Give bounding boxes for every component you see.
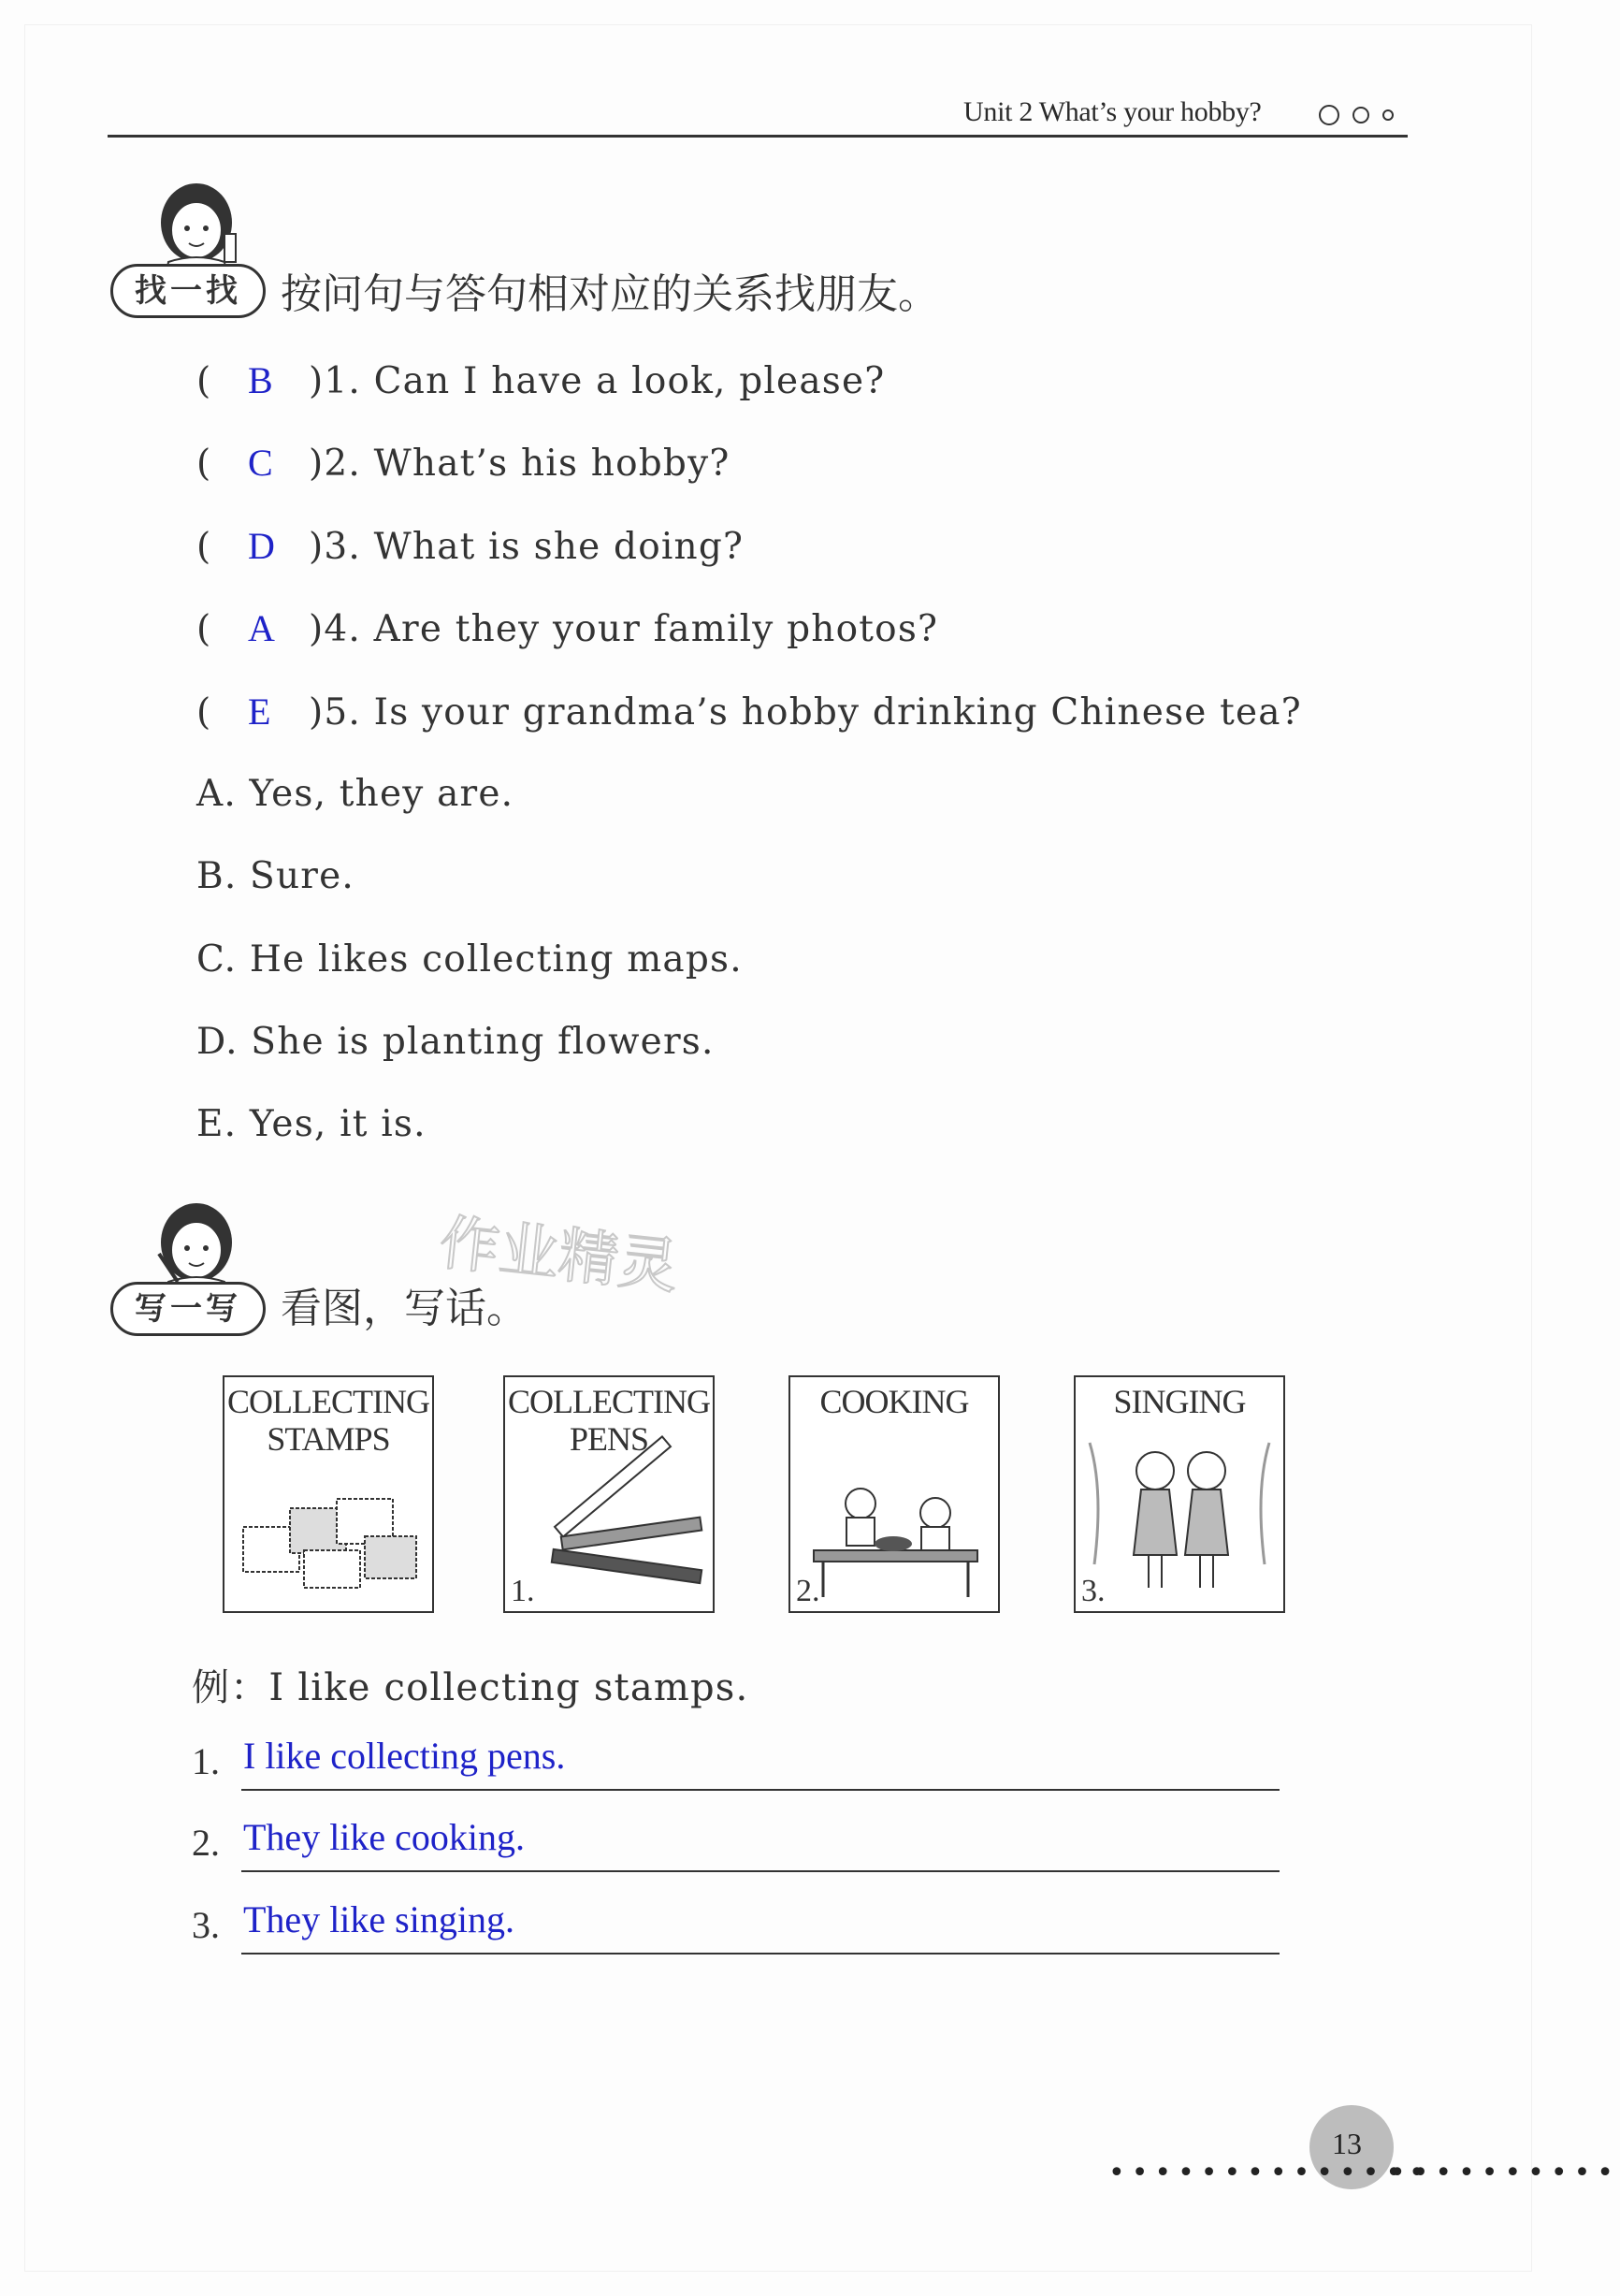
answer-underline [241, 1789, 1280, 1791]
answer-underline [241, 1953, 1280, 1955]
answer-option: D. She is planting flowers. [196, 1021, 715, 1063]
answer-option: A. Yes, they are. [196, 773, 514, 815]
section1-badge: 找一找 [110, 264, 266, 318]
header-circles-decoration [1319, 105, 1407, 125]
filled-answer[interactable]: A [248, 607, 277, 649]
question-text: )5. Is your grandma’s hobby drinking Chinese tea? [309, 691, 1302, 734]
answer-line-number: 2. [192, 1822, 220, 1864]
picture-title-line2: STAMPS [267, 1420, 390, 1458]
example-sentence: 例：I like collecting stamps. [192, 1666, 749, 1709]
pens-illustration-icon [505, 1377, 713, 1611]
filled-answer[interactable]: D [248, 525, 277, 567]
question-row [196, 524, 744, 568]
section1-instruction: 按问句与答句相对应的关系找朋友。 [281, 270, 939, 318]
singing-illustration-icon [1076, 1377, 1283, 1611]
watermark: 作业精灵 [436, 1208, 682, 1303]
picture-collecting-stamps [223, 1375, 434, 1613]
written-answer[interactable]: I like collecting pens. [243, 1735, 566, 1777]
picture-number: 2. [796, 1574, 820, 1608]
picture-title-line1: COOKING [819, 1383, 969, 1420]
filled-answer[interactable]: C [248, 442, 274, 484]
picture-title-line1: SINGING [1113, 1383, 1246, 1420]
question-text: )2. What’s his hobby? [309, 443, 730, 485]
picture-singing [1074, 1375, 1285, 1613]
picture-title-line1: COLLECTING [227, 1383, 429, 1420]
answer-underline [241, 1870, 1280, 1872]
stamps-illustration-icon [224, 1377, 432, 1611]
answer-line-number: 3. [192, 1904, 220, 1946]
picture-title-line2: PENS [569, 1420, 649, 1458]
question-row [196, 358, 885, 402]
picture-collecting-pens [503, 1375, 715, 1613]
answer-option: C. He likes collecting maps. [196, 938, 743, 981]
picture-title-line1: COLLECTING [508, 1383, 710, 1420]
picture-number: 1. [511, 1574, 535, 1608]
filled-answer[interactable]: B [248, 359, 274, 401]
answer-option: E. Yes, it is. [196, 1103, 427, 1145]
picture-cooking [788, 1375, 1000, 1613]
header-title: Unit 2 What’s your hobby? [963, 96, 1262, 127]
open-paren: ( [196, 608, 212, 650]
written-answer[interactable]: They like singing. [243, 1898, 514, 1940]
question-row [196, 441, 730, 485]
open-paren: ( [196, 526, 212, 568]
answer-line-number: 1. [192, 1740, 220, 1782]
footer-dots-left: •••••••••••••• [1108, 2157, 1432, 2189]
footer-dots-right: •••••••••• [1389, 2157, 1620, 2189]
page-number: 13 [1332, 2127, 1362, 2160]
question-text: )1. Can I have a look, please? [309, 360, 886, 402]
section2-badge: 写一写 [110, 1282, 266, 1336]
open-paren: ( [196, 443, 212, 485]
cooking-illustration-icon [790, 1377, 998, 1611]
question-text: )3. What is she doing? [309, 526, 745, 568]
question-text: )4. Are they your family photos? [309, 608, 939, 650]
header-rule [108, 135, 1408, 138]
picture-number: 3. [1081, 1574, 1106, 1608]
open-paren: ( [196, 360, 212, 402]
answer-option: B. Sure. [196, 855, 355, 897]
question-row [196, 690, 1302, 734]
written-answer[interactable]: They like cooking. [243, 1816, 526, 1858]
filled-answer[interactable]: E [248, 690, 272, 733]
open-paren: ( [196, 691, 212, 734]
section2-instruction: 看图，写话。 [281, 1285, 528, 1332]
question-row [196, 606, 938, 650]
